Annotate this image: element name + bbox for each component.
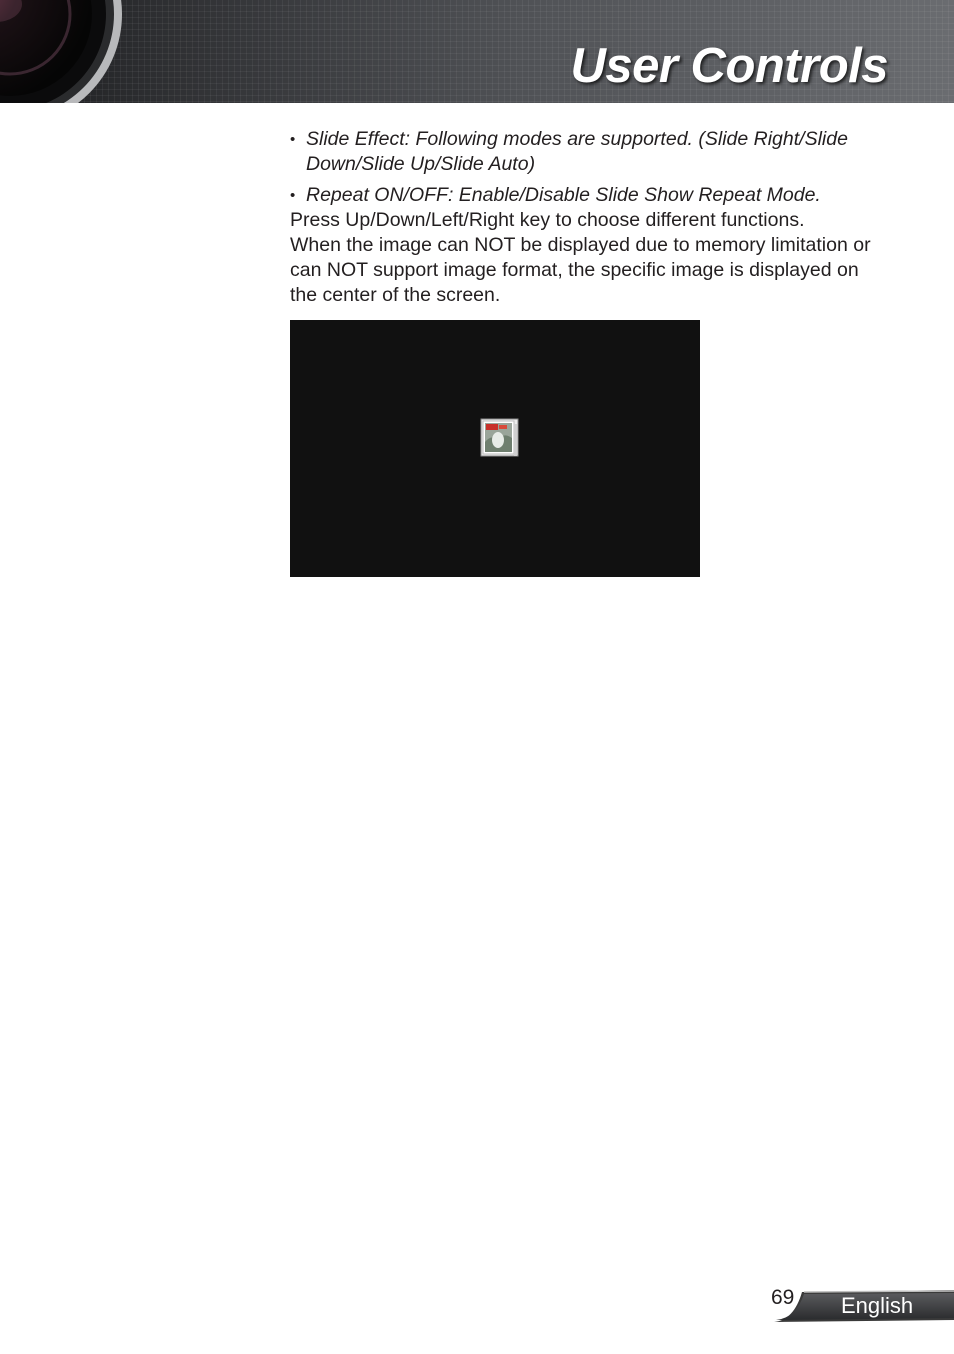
- page-header: [0, 0, 954, 103]
- page-title: User Controls: [570, 39, 888, 93]
- bullet-slide-effect: • Slide Effect: Following modes are supported. (Slide Right/Slide Down/Slide Up/Slide Auto): [290, 127, 890, 177]
- paragraph-keys: Press Up/Down/Left/Right key to choose different functions.: [290, 209, 805, 231]
- page-number: 69: [771, 1286, 795, 1309]
- broken-image-icon: [480, 418, 520, 458]
- paragraph-memory-limitation: When the image can NOT be displayed due to memory limitation or can NOT support image format, the specific image is displayed on the center of the screen.: [290, 234, 871, 306]
- language-label: English: [841, 1293, 914, 1318]
- unsupported-image-screen: [290, 320, 700, 577]
- projector-lens-icon: [0, 0, 130, 103]
- bullet-repeat: • Repeat ON/OFF: Enable/Disable Slide Show Repeat Mode.: [290, 183, 890, 208]
- main-content: [290, 127, 890, 308]
